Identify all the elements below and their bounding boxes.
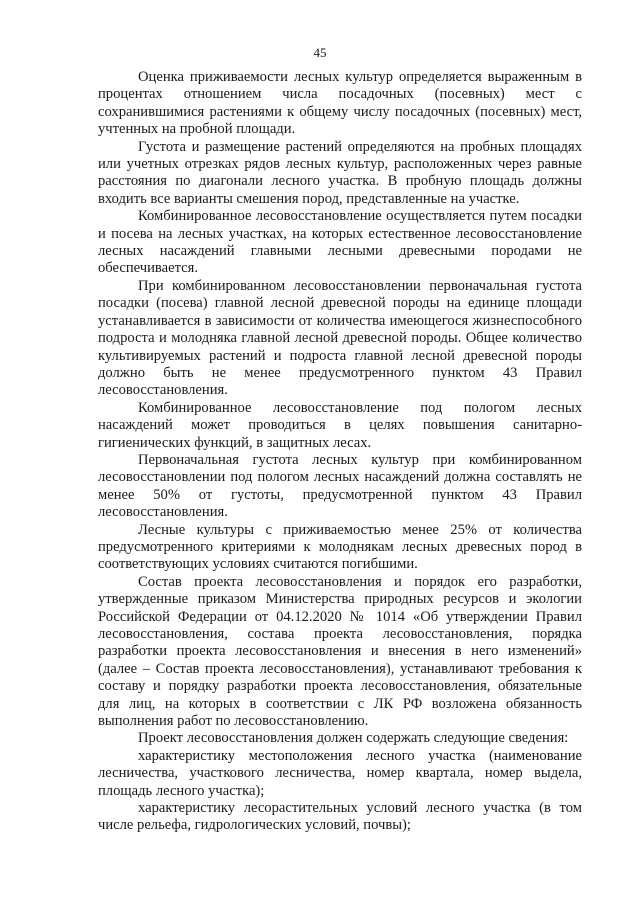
paragraph: характеристику местоположения лесного участка (наименование лесничества, участкового лесничества, номер квартала, номер выдела, площадь лесного участка); [98,747,582,799]
paragraph: Лесные культуры с приживаемостью менее 25% от количества предусмотренного критериями к молоднякам лесных древесных пород в соответствующих условиях считаются погибшими. [98,521,582,573]
paragraph: Комбинированное лесовосстановление осуществляется путем посадки и посева на лесных участках, на которых естественное лесовосстановление лесных насаждений главными лесными древесными породами не обеспечивается. [98,208,582,277]
body-text [98,69,582,835]
paragraph: Комбинированное лесовосстановление под пологом лесных насаждений может проводиться в целях повышения санитарно-гигиенических функций, в защитных лесах. [98,399,582,451]
paragraph: При комбинированном лесовосстановлении первоначальная густота посадки (посева) главной лесной древесной породы на единице площади устанавливается в зависимости от количества имеющегося жизнеспособного подроста и молодняка главной лесной древесной породы. Общее количество культивируемых растений и подроста главной лесной древесной породы должно быть не менее предусмотренного пунктом 43 Правил лесовосстановления. [98,277,582,399]
paragraph: Оценка приживаемости лесных культур определяется выраженным в процентах отношением числа посадочных (посевных) мест с сохранившимися растениями к общему числу посадочных (посевных) мест, учтенных на пробной площади. [98,69,582,138]
paragraph: Первоначальная густота лесных культур при комбинированном лесовосстановлении под пологом лесных насаждений должна составлять не менее 50% от густоты, предусмотренной пунктом 43 Правил лесовосстановления. [98,451,582,521]
paragraph: Густота и размещение растений определяются на пробных площадях или учетных отрезках рядов лесных культур, расположенных через равные расстояния по диагонали лесного участка. В пробную площадь должны входить все варианты смешения пород, представленные на участке. [98,138,582,207]
paragraph: Проект лесовосстановления должен содержать следующие сведения: [138,730,569,747]
page-number: 45 [313,45,327,60]
paragraph: Состав проекта лесовосстановления и порядок его разработки, утвержденные приказом Министерства природных ресурсов и экологии Российской Федерации от 04.12.2020 № 1014 «Об утверждении Правил лесовосстановления, состава проекта лесовосстановления, порядка разработки проекта лесовосстановления и внесения в него изменений» (далее – Состав проекта лесовосстановления), устанавливают требования к составу и порядку разработки проекта лесовосстановления, обязательные для лиц, на которых в соответствии с ЛК РФ возложена обязанность выполнения работ по лесовосстановлению. [98,573,582,730]
paragraph: характеристику лесорастительных условий лесного участка (в том числе рельефа, гидрологических условий, почвы); [98,800,582,834]
